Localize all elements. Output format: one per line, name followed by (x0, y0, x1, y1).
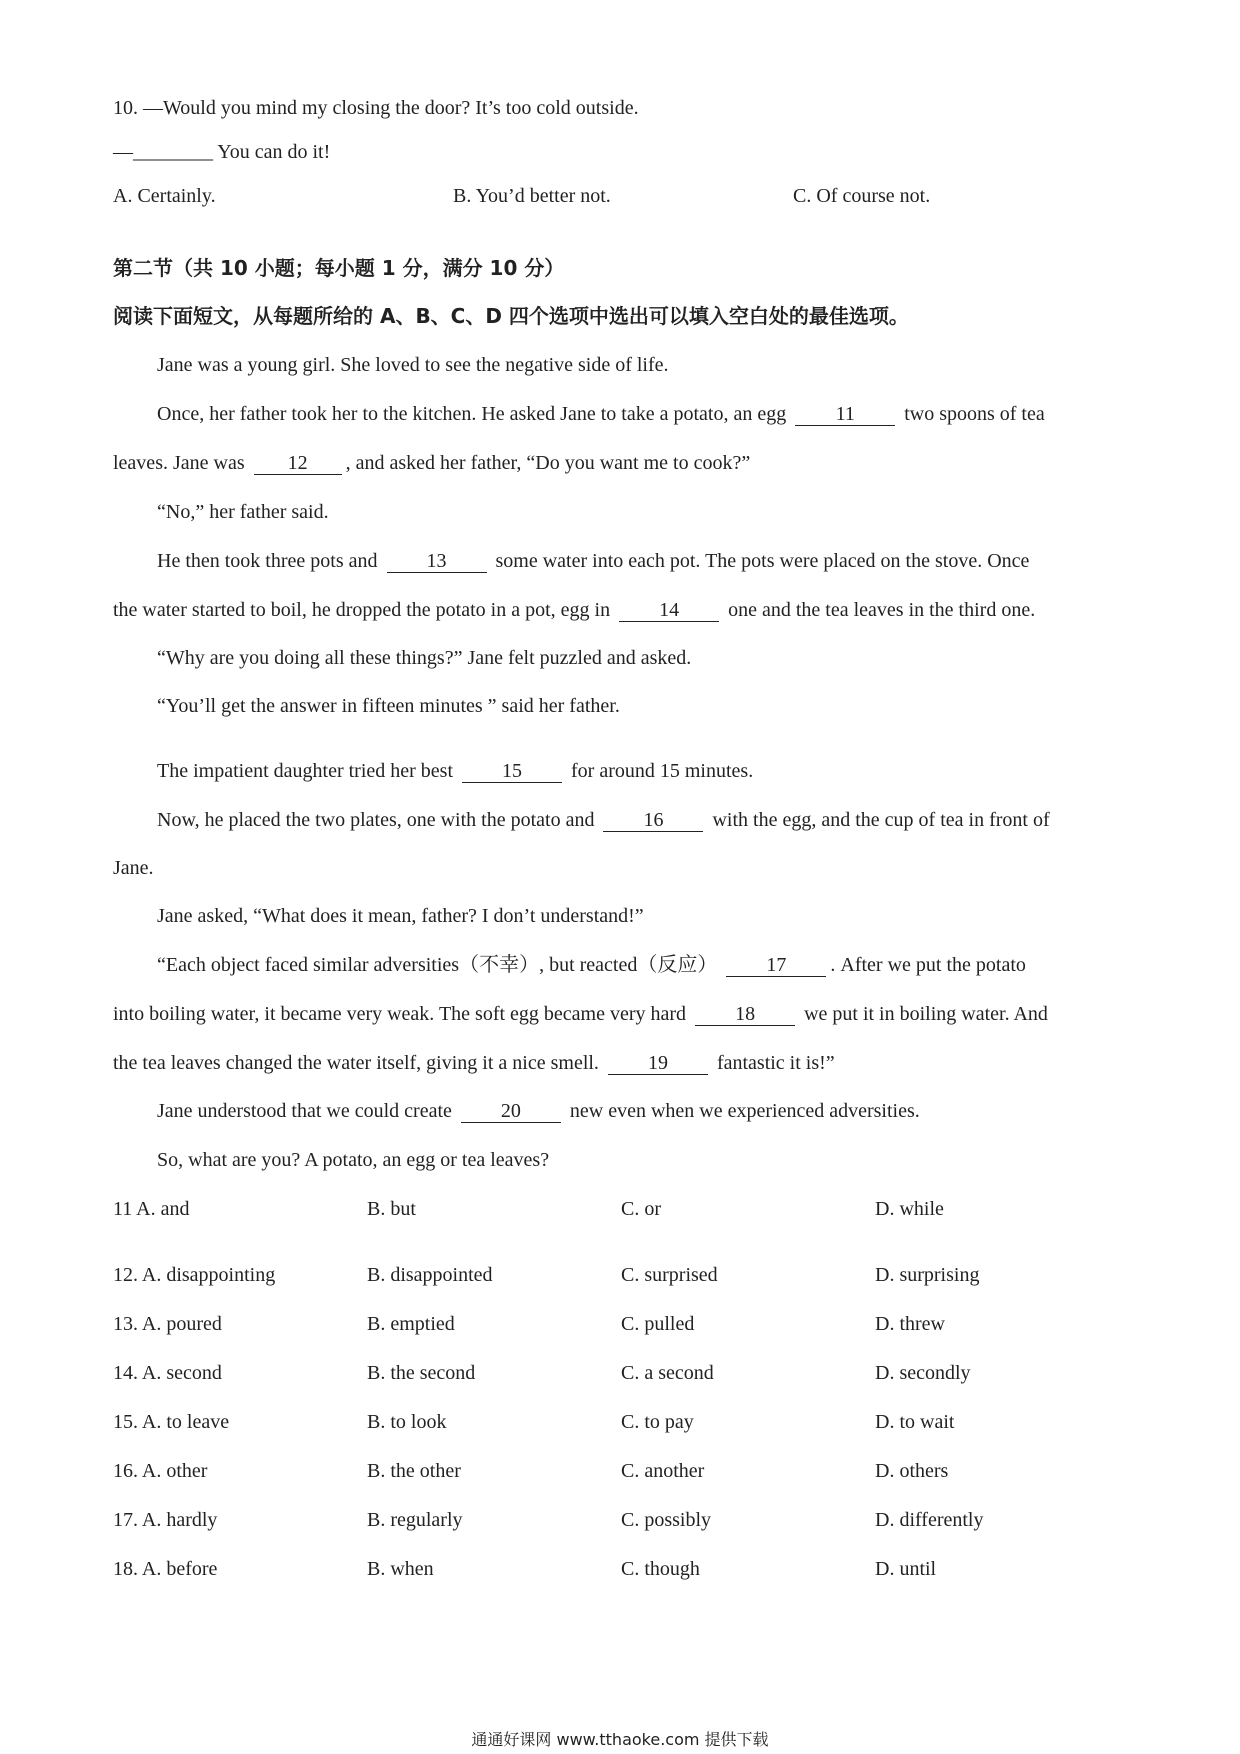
passage-text: Once, her father took her to the kitchen. He asked Jane to take a potato, an egg (157, 403, 787, 425)
blank-13: 13 (387, 550, 487, 573)
blank-18: 18 (695, 1003, 795, 1026)
passage-paragraph-10 (157, 952, 1026, 978)
option-c: C. a second (621, 1362, 714, 1384)
option-b: B. disappointed (367, 1264, 493, 1286)
passage-text: He then took three pots and (157, 550, 378, 572)
passage-text: we put it in boiling water. And (804, 1003, 1048, 1025)
option-b: B. the second (367, 1362, 476, 1384)
section-title: 第二节（共 10 小题；每小题 1 分，满分 10 分） (113, 256, 565, 280)
passage-text: for around 15 minutes. (571, 760, 754, 782)
option-d: D. secondly (875, 1362, 971, 1384)
option-b: B. but (367, 1198, 416, 1220)
response-text: You can do it! (217, 141, 331, 163)
q10-option-c: C. Of course not. (793, 185, 931, 207)
passage-text: the tea leaves changed the water itself, giving it a nice smell. (113, 1052, 599, 1074)
options-row (0, 1458, 1240, 1484)
passage-text: two spoons of tea (904, 403, 1045, 425)
option-a: 16. A. other (113, 1460, 208, 1482)
option-c: C. or (621, 1198, 661, 1220)
blank-12: 12 (254, 452, 342, 475)
option-b: B. when (367, 1558, 434, 1580)
passage-paragraph-1: Jane was a young girl. She loved to see the negative side of life. (157, 354, 669, 376)
passage-paragraph-5: “Why are you doing all these things?” Jane felt puzzled and asked. (157, 647, 692, 669)
passage-text: leaves. Jane was (113, 452, 245, 474)
option-a: 14. A. second (113, 1362, 222, 1384)
passage-text: fantastic it is!” (716, 1052, 835, 1074)
response-blank: —________ (113, 141, 218, 163)
option-a: 12. A. disappointing (113, 1264, 276, 1286)
options-row (0, 1262, 1240, 1288)
options-row (0, 1196, 1240, 1222)
option-d: D. differently (875, 1509, 984, 1531)
passage-paragraph-12: So, what are you? A potato, an egg or tea leaves? (157, 1149, 550, 1171)
passage-paragraph-8-cont: Jane. (113, 857, 154, 879)
passage-paragraph-2-cont (113, 450, 750, 476)
passage-text: , and asked her father, “Do you want me to cook?” (345, 452, 751, 474)
passage-paragraph-4 (157, 548, 1029, 574)
option-a: 17. A. hardly (113, 1509, 218, 1531)
option-c: C. to pay (621, 1411, 694, 1433)
question-10: 10. —Would you mind my closing the door? It’s too cold outside. (113, 97, 639, 119)
passage-paragraph-10-cont-1 (113, 1001, 1048, 1027)
option-c: C. though (621, 1558, 700, 1580)
passage-paragraph-7 (157, 758, 753, 784)
passage-text: “Each object faced similar adversities（不幸）, but reacted（反应） (157, 954, 718, 976)
option-c: C. possibly (621, 1509, 712, 1531)
passage-text: with the egg, and the cup of tea in front of (712, 809, 1050, 831)
option-d: D. others (875, 1460, 949, 1482)
section-instruction: 阅读下面短文，从每题所给的 A、B、C、D 四个选项中选出可以填入空白处的最佳选项。 (113, 304, 909, 328)
passage-text: into boiling water, it became very weak. The soft egg became very hard (113, 1003, 687, 1025)
option-a: 13. A. poured (113, 1313, 222, 1335)
passage-text: new even when we experienced adversities. (569, 1100, 920, 1122)
passage-text: The impatient daughter tried her best (157, 760, 454, 782)
option-a: 15. A. to leave (113, 1411, 230, 1433)
option-b: B. regularly (367, 1509, 463, 1531)
passage-text: . After we put the potato (830, 954, 1026, 976)
passage-paragraph-10-cont-2 (113, 1050, 835, 1076)
blank-15: 15 (462, 760, 562, 783)
option-c: C. another (621, 1460, 705, 1482)
passage-text: one and the tea leaves in the third one. (728, 599, 1036, 621)
option-c: C. pulled (621, 1313, 695, 1335)
blank-14: 14 (619, 599, 719, 622)
option-a: 18. A. before (113, 1558, 218, 1580)
blank-20: 20 (461, 1100, 561, 1123)
option-d: D. threw (875, 1313, 945, 1335)
options-row (0, 1507, 1240, 1533)
option-a: 11 A. and (113, 1198, 190, 1220)
options-row (0, 1409, 1240, 1435)
blank-16: 16 (603, 809, 703, 832)
option-d: D. until (875, 1558, 937, 1580)
passage-paragraph-4-cont (113, 597, 1035, 623)
option-c: C. surprised (621, 1264, 718, 1286)
option-d: D. to wait (875, 1411, 955, 1433)
passage-paragraph-2 (157, 401, 1045, 427)
q10-option-b: B. You’d better not. (453, 185, 611, 207)
option-b: B. the other (367, 1460, 461, 1482)
passage-paragraph-9: Jane asked, “What does it mean, father? I don’t understand!” (157, 905, 644, 927)
option-d: D. while (875, 1198, 944, 1220)
passage-text: Now, he placed the two plates, one with the potato and (157, 809, 595, 831)
passage-paragraph-3: “No,” her father said. (157, 501, 329, 523)
passage-text: some water into each pot. The pots were placed on the stove. Once (495, 550, 1030, 572)
blank-19: 19 (608, 1052, 708, 1075)
blank-17: 17 (726, 954, 826, 977)
option-b: B. emptied (367, 1313, 455, 1335)
q10-option-a: A. Certainly. (113, 185, 216, 207)
options-row (0, 1556, 1240, 1582)
options-row (0, 1360, 1240, 1386)
passage-text: the water started to boil, he dropped the potato in a pot, egg in (113, 599, 611, 621)
question-10-response (113, 139, 330, 165)
page-footer: 通通好课网 www.tthaoke.com 提供下载 (471, 1730, 769, 1749)
passage-paragraph-6: “You’ll get the answer in fifteen minutes ” said her father. (157, 695, 620, 717)
option-b: B. to look (367, 1411, 447, 1433)
blank-11: 11 (795, 403, 895, 426)
option-d: D. surprising (875, 1264, 980, 1286)
options-row (0, 1311, 1240, 1337)
passage-text: Jane understood that we could create (157, 1100, 452, 1122)
passage-paragraph-8 (157, 807, 1050, 833)
passage-paragraph-11 (157, 1098, 920, 1124)
